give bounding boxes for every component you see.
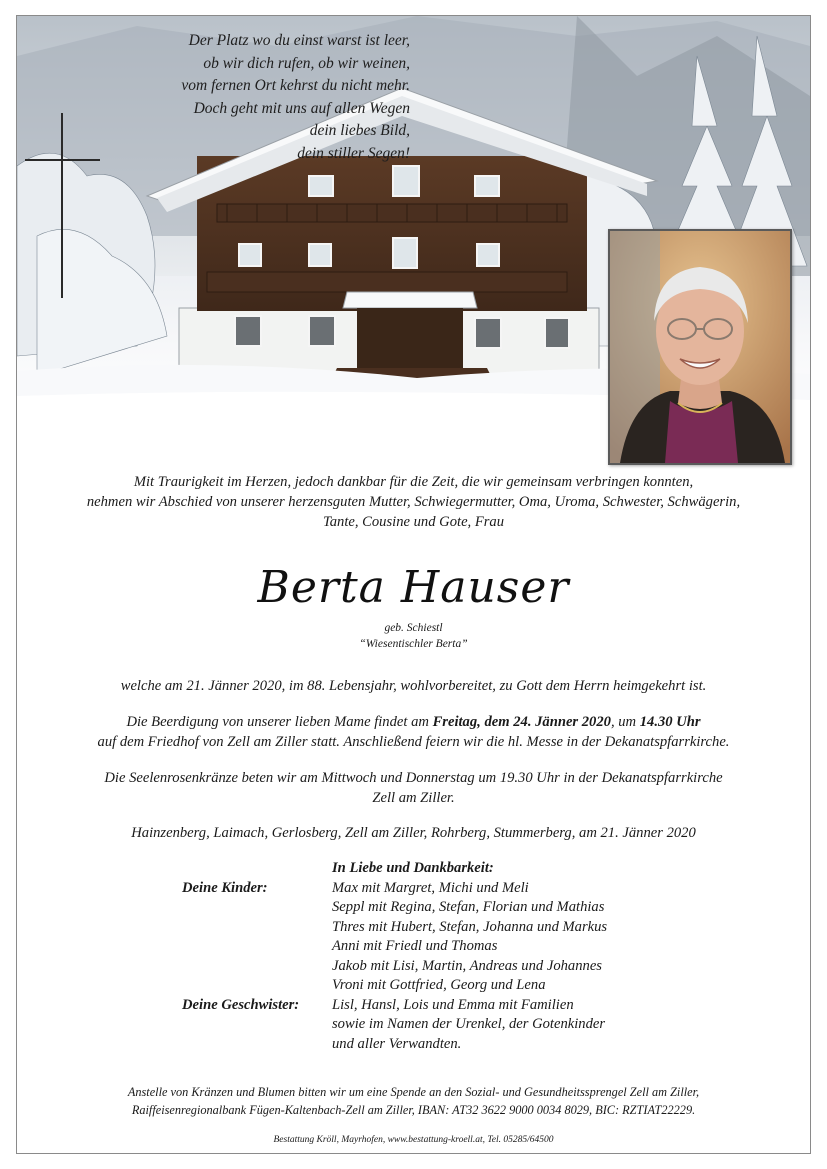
funeral-text: Die Beerdigung von unserer lieben Mame findet am <box>126 714 433 730</box>
signoff-heading: In Liebe und Dankbarkeit: <box>332 860 494 876</box>
family-list <box>332 859 607 1054</box>
siblings-label: Deine Geschwister: <box>182 996 300 1013</box>
rosary-notice <box>17 768 810 808</box>
family-line: sowie im Namen der Urenkel, der Gotenkinder <box>332 1016 606 1032</box>
family-line: Vroni mit Gottfried, Georg und Lena <box>332 977 546 993</box>
poem-line: dein liebes Bild, <box>309 122 410 139</box>
poem-line: Der Platz wo du einst warst ist leer, <box>188 32 410 49</box>
deceased-name: Berta Hauser <box>257 562 570 613</box>
intro-text <box>17 472 810 532</box>
maiden-name: geb. Schiestl <box>384 622 443 634</box>
funeral-notice <box>17 712 810 752</box>
funeral-date: Freitag, dem 24. Jänner 2020 <box>432 714 611 730</box>
funeral-time: 14.30 Uhr <box>639 714 701 730</box>
rosary-line-2: Zell am Ziller. <box>372 790 455 806</box>
funeral-home-footer: Bestattung Kröll, Mayrhofen, www.bestattung-kroell.at, Tel. 05285/64500 <box>273 1135 554 1145</box>
portrait-photo <box>608 229 792 465</box>
family-line: Anni mit Friedl und Thomas <box>332 938 498 954</box>
cross-icon <box>61 113 63 298</box>
funeral-text: , um <box>610 714 640 730</box>
poem <box>60 30 410 165</box>
family-line: Max mit Margret, Michi und Meli <box>332 879 529 896</box>
family-line: Jakob mit Lisi, Martin, Andreas und Johannes <box>332 957 602 974</box>
donation-line-1: Anstelle von Kränzen und Blumen bitten wir um eine Spende an den Sozial- und Gesundheitssprengel Zell am Ziller, <box>127 1085 700 1099</box>
children-label: Deine Kinder: <box>182 879 268 896</box>
family-line: Seppl mit Regina, Stefan, Florian und Mathias <box>332 899 605 915</box>
intro-line: Tante, Cousine und Gote, Frau <box>322 514 505 530</box>
poem-line: ob wir dich rufen, ob wir weinen, <box>203 54 410 72</box>
cross-icon-bar <box>25 159 100 161</box>
intro-line: Mit Traurigkeit im Herzen, jedoch dankbar für die Zeit, die wir gemeinsam verbringen konnten, <box>133 474 694 490</box>
poem-line: vom fernen Ort kehrst du nicht mehr. <box>181 77 410 94</box>
donation-line-2: Raiffeisenregionalbank Fügen-Kaltenbach-Zell am Ziller, IBAN: AT32 3622 9000 0034 8029, BIC: RZTIAT22229. <box>131 1103 696 1117</box>
donation-request <box>17 1083 810 1119</box>
funeral-line-2: auf dem Friedhof von Zell am Ziller statt. Anschließend feiern wir die hl. Messe in der Dekanatspfarrkirche. <box>97 734 730 750</box>
nickname: “Wiesentischler Berta” <box>359 638 468 650</box>
family-line: Thres mit Hubert, Stefan, Johanna und Markus <box>332 918 608 935</box>
places-date: Hainzenberg, Laimach, Gerlosberg, Zell am Ziller, Rohrberg, Stummerberg, am 21. Jänner 2020 <box>131 825 696 841</box>
portrait-illustration <box>610 231 790 463</box>
poem-line: dein stiller Segen! <box>297 144 410 162</box>
maiden-name-block <box>17 620 810 652</box>
poem-line: Doch geht mit uns auf allen Wegen <box>193 99 410 117</box>
family-line: Lisl, Hansl, Lois und Emma mit Familien <box>332 996 574 1013</box>
death-notice: welche am 21. Jänner 2020, im 88. Lebensjahr, wohlvorbereitet, zu Gott dem Herrn heimgekehrt ist. <box>120 678 707 694</box>
funeral-line-1 <box>17 712 810 732</box>
rosary-line-1: Die Seelenrosenkränze beten wir am Mittwoch und Donnerstag um 19.30 Uhr in der Dekanatspfarrkirche <box>104 770 723 786</box>
intro-line: nehmen wir Abschied von unserer herzensguten Mutter, Schwiegermutter, Oma, Uroma, Schwester, Schwägerin, <box>86 494 741 510</box>
family-line: und aller Verwandten. <box>332 1035 462 1052</box>
